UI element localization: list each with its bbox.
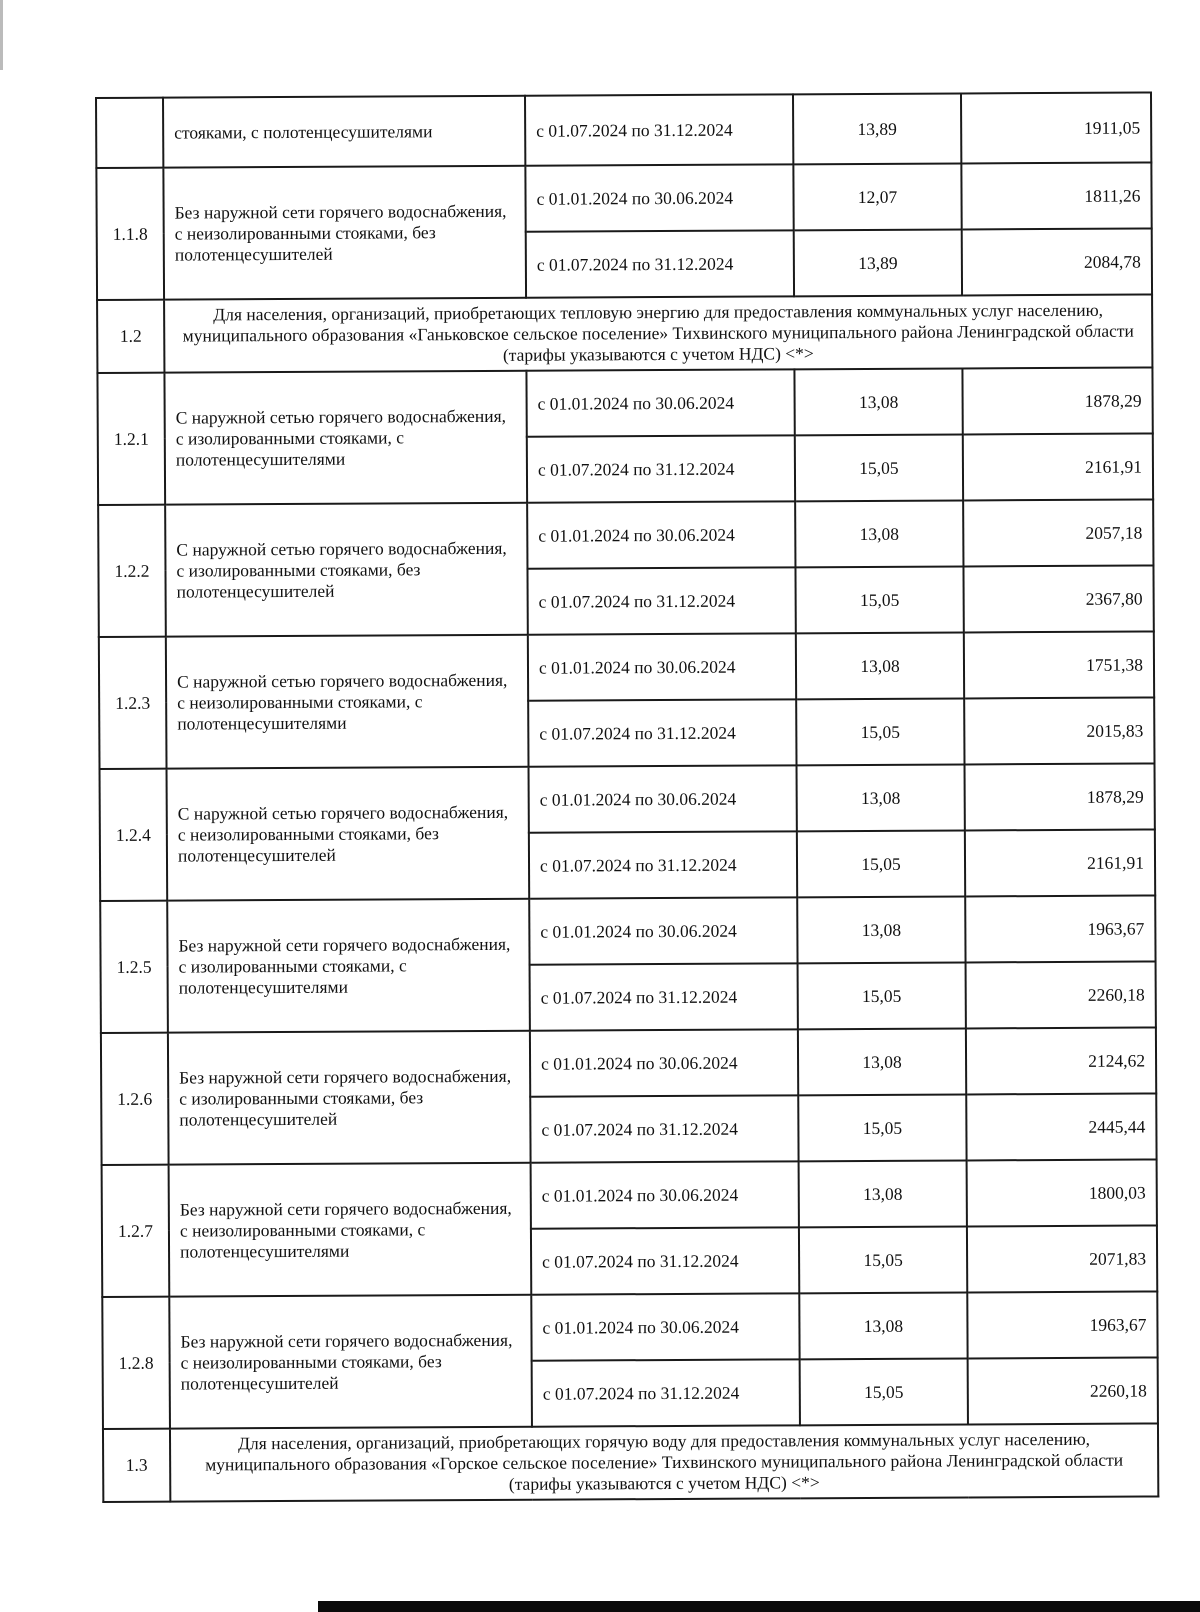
table-row	[99, 631, 1154, 703]
item-description: Без наружной сети горячего водоснабжения, с неизолированными стояками, без полотенцесушителей	[163, 166, 526, 300]
table-row	[101, 1027, 1156, 1099]
price-cell: 1811,26	[961, 162, 1151, 229]
period-cell: с 01.01.2024 по 30.06.2024	[526, 369, 794, 436]
section-title: Для населения, организаций, приобретающих тепловую энергию для предоставления коммунальных услуг населению, муниципального образования «Ганьковское сельское поселение» Тихвинского муниципального района Ленинградской области (тарифы указываются с учетом НДС) <*>	[164, 294, 1152, 372]
item-number-cell	[96, 98, 163, 168]
tariff-table-body	[96, 92, 1152, 373]
rate-cell: 13,08	[798, 1028, 966, 1095]
item-description: Без наружной сети горячего водоснабжения, с изолированными стояками, с полотенцесушителями	[167, 899, 530, 1033]
period-cell: с 01.01.2024 по 30.06.2024	[531, 1161, 799, 1228]
rate-cell: 13,89	[794, 229, 962, 296]
rate-cell: 13,08	[799, 1160, 967, 1227]
price-cell: 2260,18	[968, 1357, 1158, 1424]
price-cell: 1878,29	[965, 763, 1155, 830]
price-cell: 2161,91	[963, 433, 1153, 500]
period-cell: с 01.07.2024 по 31.12.2024	[527, 435, 795, 502]
item-description: С наружной сетью горячего водоснабжения, с изолированными стояками, без полотенцесушителей	[165, 503, 528, 637]
rate-cell: 15,05	[796, 698, 964, 765]
continuation-row	[96, 92, 1151, 168]
period-cell: с 01.07.2024 по 31.12.2024	[527, 567, 795, 634]
scan-edge-mark	[0, 0, 3, 70]
item-description: С наружной сетью горячего водоснабжения, с неизолированными стояками, с полотенцесушителями	[166, 635, 529, 769]
rate-cell: 13,08	[796, 632, 964, 699]
section-13-body	[103, 1423, 1158, 1502]
item-number: 1.2.2	[98, 505, 166, 637]
section-row	[103, 1423, 1158, 1502]
period-cell: с 01.07.2024 по 31.12.2024	[530, 1095, 798, 1162]
section-number: 1.2	[97, 300, 164, 373]
price-cell: 1800,03	[967, 1159, 1157, 1226]
item-number: 1.2.1	[97, 373, 165, 505]
period-cell: с 01.07.2024 по 31.12.2024	[530, 963, 798, 1030]
rate-cell: 15,05	[795, 434, 963, 501]
scan-bottom-bar	[318, 1601, 1200, 1612]
item-number: 1.2.3	[99, 637, 167, 769]
period-cell: с 01.07.2024 по 31.12.2024	[529, 831, 797, 898]
table-row	[100, 763, 1155, 835]
rate-cell: 15,05	[795, 566, 963, 633]
tariff-table	[95, 91, 1159, 1503]
item-number: 1.1.8	[96, 168, 164, 300]
rate-cell: 12,07	[793, 163, 961, 230]
period-cell: с 01.07.2024 по 31.12.2024	[526, 230, 794, 297]
item-number: 1.2.8	[102, 1297, 170, 1429]
table-row	[102, 1159, 1157, 1231]
period-cell: с 01.01.2024 по 30.06.2024	[525, 164, 793, 231]
period-cell: с 01.07.2024 по 31.12.2024	[525, 94, 793, 165]
period-cell: с 01.01.2024 по 30.06.2024	[531, 1293, 799, 1360]
section-row	[97, 294, 1152, 373]
price-cell: 2084,78	[962, 228, 1152, 295]
item-description: стояками, с полотенцесушителями	[163, 96, 525, 168]
item-number: 1.2.5	[100, 901, 168, 1033]
price-cell: 2015,83	[964, 697, 1154, 764]
table-row	[97, 367, 1152, 439]
period-cell: с 01.07.2024 по 31.12.2024	[528, 699, 796, 766]
rate-cell: 15,05	[798, 962, 966, 1029]
items-table-body	[97, 367, 1158, 1429]
price-cell: 2445,44	[966, 1093, 1156, 1160]
price-cell: 2161,91	[965, 829, 1155, 896]
rate-cell: 13,08	[794, 368, 962, 435]
rate-cell: 13,08	[797, 896, 965, 963]
table-row	[96, 162, 1151, 234]
period-cell: с 01.07.2024 по 31.12.2024	[531, 1227, 799, 1294]
section-title: Для населения, организаций, приобретающих горячую воду для предоставления коммунальных услуг населению, муниципального образования «Горское сельское поселение» Тихвинского муниципального района Ленинградской области (тарифы указываются с учетом НДС) <*>	[170, 1423, 1158, 1501]
price-cell: 2260,18	[966, 961, 1156, 1028]
period-cell: с 01.01.2024 по 30.06.2024	[527, 501, 795, 568]
rate-cell: 13,08	[797, 764, 965, 831]
period-cell: с 01.01.2024 по 30.06.2024	[530, 1029, 798, 1096]
period-cell: с 01.01.2024 по 30.06.2024	[529, 765, 797, 832]
rate-cell: 13,08	[799, 1292, 967, 1359]
rate-cell: 15,05	[800, 1358, 968, 1425]
rate-cell: 15,05	[798, 1094, 966, 1161]
price-cell: 1878,29	[962, 367, 1152, 434]
price-cell: 2057,18	[963, 499, 1153, 566]
price-cell: 2367,80	[963, 565, 1153, 632]
price-cell: 2071,83	[967, 1225, 1157, 1292]
price-cell: 1963,67	[967, 1291, 1157, 1358]
item-number: 1.2.4	[100, 769, 168, 901]
rate-cell: 13,08	[795, 500, 963, 567]
period-cell: с 01.01.2024 по 30.06.2024	[529, 897, 797, 964]
item-description: Без наружной сети горячего водоснабжения, с изолированными стояками, без полотенцесушителей	[168, 1031, 531, 1165]
rate-cell: 13,89	[793, 93, 961, 164]
item-description: С наружной сетью горячего водоснабжения, с изолированными стояками, с полотенцесушителями	[164, 371, 527, 505]
item-number: 1.2.6	[101, 1033, 169, 1165]
item-description: Без наружной сети горячего водоснабжения, с неизолированными стояками, без полотенцесушителей	[169, 1295, 532, 1429]
section-number: 1.3	[103, 1429, 170, 1502]
item-number: 1.2.7	[102, 1165, 170, 1297]
rate-cell: 15,05	[797, 830, 965, 897]
table-row	[98, 499, 1153, 571]
rate-cell: 15,05	[799, 1226, 967, 1293]
price-cell: 2124,62	[966, 1027, 1156, 1094]
period-cell: с 01.07.2024 по 31.12.2024	[532, 1359, 800, 1426]
price-cell: 1751,38	[964, 631, 1154, 698]
item-description: С наружной сетью горячего водоснабжения, с неизолированными стояками, без полотенцесушителей	[167, 767, 530, 901]
item-description: Без наружной сети горячего водоснабжения, с неизолированными стояками, с полотенцесушителями	[169, 1163, 532, 1297]
period-cell: с 01.01.2024 по 30.06.2024	[528, 633, 796, 700]
table-row	[100, 895, 1155, 967]
price-cell: 1911,05	[961, 92, 1151, 163]
table-row	[102, 1291, 1157, 1363]
price-cell: 1963,67	[965, 895, 1155, 962]
